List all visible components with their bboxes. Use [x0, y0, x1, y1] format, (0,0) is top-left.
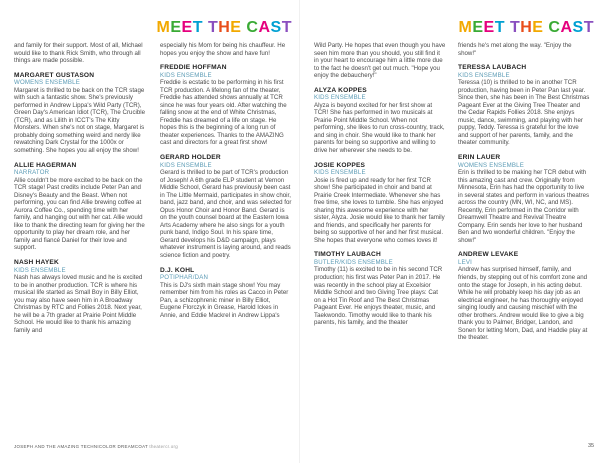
cast-role: KIDS ENSEMBLE [160, 161, 212, 169]
cast-bio [14, 72, 146, 155]
page-header-left [157, 20, 292, 36]
header-letter: S [270, 19, 282, 36]
cast-name: TERESSA LAUBACH [458, 64, 527, 72]
cast-role: KIDS ENSEMBLE [160, 71, 212, 79]
cast-role: WOMENS ENSEMBLE [14, 79, 80, 87]
cast-role: LEVI [458, 259, 473, 267]
cast-role: BUTLER/KIDS ENSEMBLE [314, 259, 393, 267]
header-letter: E [181, 19, 193, 36]
page-number: 35 [588, 443, 595, 449]
bio-text: Josie is fired up and ready for her first TCR show! She participated in choir and band at Prairie Creek Intermediate. Whenever she has free time, she loves to tumble. She has enjoyed sharing this awesome experience with her sister, Alyza. Josie would like to thank her family and friends, and specifically her parents for being so supportive of her and her first musical. She hopes that everyone who comes loves it! [314, 176, 445, 244]
header-letter: A [560, 19, 573, 36]
bio-text: and family for their support. Most of all, Michael would like to thank Rick Smith, who through all things are made possible. [14, 42, 143, 65]
column-2 [160, 42, 292, 319]
bio-text: Wild Party. He hopes that even though you have seen him more than you should, you still find it in your heart to encourage him a little more due to the fact he doesn't get out much. "Hope you enjoy the debauchery!" [314, 42, 446, 80]
cast-bio [160, 154, 292, 260]
header-letter: T [583, 19, 594, 36]
header-letter: T [509, 19, 521, 36]
bio-text: Margaret is thrilled to be back on the TCR stage with such a fantastic show. She's previously performed in Andrew Lippa's Wild Party (TCR), Green Day's American Idiot (TCR), The Crucible (TCR), and as Lilith in ICCT's The Kitty Monsters. When she's not on stage, Margaret is probably doing something weird and nerdy like rewatching Dark Crystal for the 1000x or something. She hopes you all enjoy the show! [14, 86, 146, 155]
bio-continuation [160, 42, 292, 57]
header-letter: E [230, 19, 242, 36]
bio-text: This is DJ's sixth main stage show! You may remember him from his roles as Cacco in Peter Pan, a schizophrenic miner in Billy Elliot, Eugene Florczyk in Grease, Harold Ickes in Annie, and Eddie Mackrel in Andrew Lippa's [160, 281, 289, 319]
bio-text: Nash has always loved music and he is excited to be in another production. TCR is where his musical life started as Small Boy in Billy Elliot, you may also have seen him in A Broadway Christmas by RTC and Follies 2018. Next year, he will be a 7th grader at Prairie Point Middle School. He would like to thank his amazing family and [14, 274, 143, 334]
header-letter: T [192, 19, 203, 36]
cast-bio [160, 267, 292, 320]
page-header-right [459, 20, 594, 36]
header-letter: E [472, 19, 484, 36]
right-page [300, 0, 600, 463]
cast-bio [458, 251, 590, 341]
cast-role: KIDS ENSEMBLE [458, 71, 510, 79]
cast-role: KIDS ENSEMBLE [14, 266, 66, 274]
bio-text: Alyza is beyond excited for her first show at TCR! She has performed in two musicals at Prairie Point Middle School. When not performing, she likes to run cross-country, track, and sing in choir. She would like to thank her parents for being so supportive and willing to drive her wherever she needs to be. [314, 101, 445, 155]
cast-name: ANDREW LEVAKE [458, 251, 519, 259]
cast-name: D.J. KOHL [160, 266, 195, 274]
cast-bio [314, 251, 446, 326]
cast-name: ALLIE HAGERMAN [14, 161, 77, 169]
bio-continuation [458, 42, 590, 57]
cast-name: MARGARET GUSTASON [14, 71, 95, 79]
header-word-1 [459, 19, 505, 36]
cast-name: GERARD HOLDER [160, 154, 221, 162]
header-word-3 [548, 19, 594, 36]
bio-text: Allie couldn't be more excited to be back on the TCR stage! Past credits include Peter Pan and Disney's Beauty and the Beast. When not performing, you can find Allie brewing coffee at Aurora Coffee Co., spending time with her family, and hanging out with her cat. Allie would like to thank the directing team for giving her the opportunity to play her dream role, and her family and fiancé Daniel for their love and support. [14, 176, 145, 252]
bio-text: Gerard is thrilled to be part of TCR's production of Joseph! A 6th grade ELP student at Vernon Middle School, Gerard has previously been cast in The Little Mermaid, participates in show choir, band, jazz band, and choir, and was selected for Opus Honor Choir and Honor Band. Gerard is on the youth counsel board at the Eastern Iowa Arts Academy where he also sings for a youth punk band, Indigo Soul. In his spare time, Gerard develops his D&D campaign, plays whatever instrument is laying around, and reads science fiction and poetry. [160, 169, 292, 260]
header-letter: S [572, 19, 584, 36]
footer-left [14, 444, 178, 449]
footer-site: theatercr.org [149, 444, 178, 449]
cast-bio [14, 162, 146, 252]
bio-continuation [314, 42, 446, 80]
column-4 [458, 42, 590, 342]
bio-text: Timothy (11) is excited to be in his second TCR production; his first was Peter Pan in 2017. He was recently in the school play at Excelsior Middle School and two Giving Tree plays: Cat on a Hot Tin Roof and The Best Christmas Pageant Ever. He enjoys theater, music, and Taekwondo. Timothy would like to thank his parents, his family, and the theater [314, 266, 443, 327]
header-word-2 [208, 19, 242, 36]
cast-bio [160, 64, 292, 147]
cast-bio [314, 87, 446, 155]
header-letter: T [494, 19, 505, 36]
header-letter: C [548, 19, 561, 36]
cast-role: KIDS ENSEMBLE [314, 94, 366, 102]
header-letter: T [281, 19, 292, 36]
cast-name: ERIN LAUER [458, 154, 501, 162]
header-letter: H [218, 19, 231, 36]
bio-text: Erin is thrilled to be making her TCR debut with this amazing cast and crew. Originally from Minnesota, Erin has had the opportunity to live in several states and perform in various theatres across the country (MN, WI, NC, and MS). Recently, Erin performed in the Corridor with Dreamwell Theatre and Revival Theatre Company. Erin sends her love to her husband Ben and two wonderful children. "Enjoy the show!" [458, 169, 590, 244]
cast-name: FREDDIE HOFFMAN [160, 64, 227, 72]
bio-text: especially his Mom for being his chauffeur. He hopes you enjoy the show and have fun! [160, 42, 286, 57]
header-word-3 [246, 19, 292, 36]
bio-continuation [14, 42, 146, 65]
cast-bio [458, 154, 590, 244]
header-letter: C [246, 19, 259, 36]
header-letter: T [207, 19, 219, 36]
cast-bio [314, 162, 446, 245]
cast-role: KIDS ENSEMBLE [314, 169, 366, 177]
header-letter: H [520, 19, 533, 36]
cast-bio [14, 259, 146, 334]
header-letter: E [483, 19, 495, 36]
cast-name: ALYZA KOPPES [314, 86, 367, 94]
header-word-2 [510, 19, 544, 36]
cast-role: POTIPHAR/DAN [160, 274, 209, 282]
cast-name: JOSIE KOPPES [314, 161, 366, 169]
header-letter: M [156, 19, 171, 36]
cast-name: NASH HAYEK [14, 259, 59, 267]
header-word-1 [157, 19, 203, 36]
cast-role: NARRATOR [14, 169, 50, 177]
bio-text: friends he's met along the way. "Enjoy the show!" [458, 42, 572, 57]
header-letter: A [258, 19, 271, 36]
header-letter: E [532, 19, 544, 36]
cast-name: TIMOTHY LAUBACH [314, 251, 381, 259]
cast-bio [458, 64, 590, 147]
footer-title: JOSEPH AND THE AMAZING TECHNICOLOR DREAMCOAT [14, 444, 148, 449]
cast-role: WOMENS ENSEMBLE [458, 161, 524, 169]
bio-text: Freddie is ecstatic to be performing in his first TCR production. A lifelong fan of the theater, Freddie has attended shows annually at TCR since he was four years old. After watching the falling snow at the end of White Christmas, Freddie has dreamed of a life on stage. He hopes this is the beginning of a long run of theater experiences. Thanks to the AMAZING cast and directors for a great first show! [160, 79, 287, 147]
header-letter: E [170, 19, 182, 36]
bio-text: Teressa (10) is thrilled to be in another TCR production, having been in Peter Pan last year. Since then, she has been in The Best Christmas Pageant Ever at the Giving Tree Theater and the Cedar Rapids Follies 2018. She enjoys music, dance, swimming, and playing with her puppy, Teddy. Teressa is grateful for the love and support of her parents, family, and the theater community. [458, 79, 590, 147]
bio-text: Andrew has surprised himself, family, and friends, by stepping out of his comfort zone and onto the stage for Joseph, in his acting debut. While he will probably keep his day job as an electrical engineer, he has thoroughly enjoyed singing loudly and causing mischief with the other brothers. Andrew would like to give a big thank you to Palmer, Bridger, Landon, and Sonen for letting Mom, Dad, and Haddie play at the theater. [458, 266, 588, 342]
header-letter: M [458, 19, 473, 36]
column-3 [314, 42, 446, 327]
column-1 [14, 42, 146, 334]
